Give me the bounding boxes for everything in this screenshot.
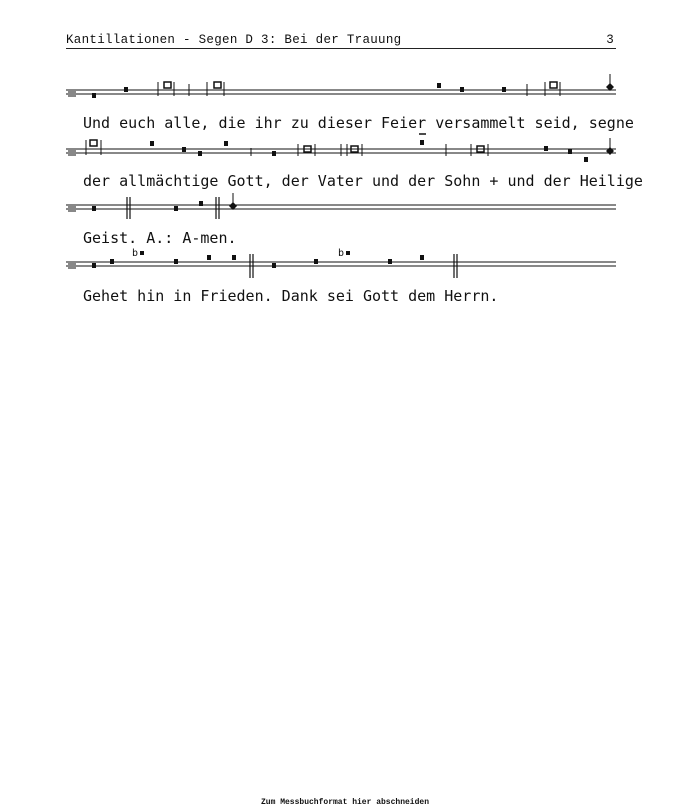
note — [550, 82, 557, 88]
note — [207, 255, 211, 260]
note — [502, 87, 506, 92]
note — [314, 259, 318, 264]
note — [568, 149, 572, 154]
note — [92, 263, 96, 268]
music-staff-4 — [66, 246, 618, 278]
page-title: Kantillationen - Segen D 3: Bei der Trauung — [66, 33, 402, 47]
note — [198, 151, 202, 156]
flat-sign-1: b — [132, 248, 139, 259]
note — [182, 147, 186, 152]
note — [92, 206, 96, 211]
note — [150, 141, 154, 146]
lyric-line-3: Geist. A.: A-men. — [83, 229, 237, 247]
note — [388, 259, 392, 264]
note — [110, 259, 114, 264]
note — [420, 255, 424, 260]
note — [124, 87, 128, 92]
note — [460, 87, 464, 92]
note — [346, 251, 350, 255]
header-rule — [66, 48, 616, 49]
note — [606, 147, 614, 155]
lyric-line-2: der allmächtige Gott, der Vater und der Sohn + und der Heilige — [83, 172, 643, 190]
note — [92, 93, 96, 98]
note — [584, 157, 588, 162]
note — [164, 82, 171, 88]
note — [214, 82, 221, 88]
note — [174, 206, 178, 211]
music-staff-3 — [66, 193, 618, 225]
music-staff-1 — [66, 74, 618, 104]
lyric-line-1: Und euch alle, die ihr zu dieser Feier versammelt seid, segne — [83, 114, 634, 132]
note — [232, 255, 236, 260]
music-staff-2 — [66, 134, 618, 168]
note — [437, 83, 441, 88]
note — [272, 263, 276, 268]
note — [224, 141, 228, 146]
note — [90, 140, 97, 146]
note — [272, 151, 276, 156]
cut-line-note: Zum Messbuchformat hier abschneiden — [260, 798, 430, 807]
lyric-line-4: Gehet hin in Frieden. Dank sei Gott dem Herrn. — [83, 287, 499, 305]
note — [420, 140, 424, 145]
note — [199, 201, 203, 206]
page-header — [66, 33, 616, 49]
page-number: 3 — [606, 33, 614, 47]
note — [174, 259, 178, 264]
flat-sign-2: b — [338, 248, 345, 259]
note — [544, 146, 548, 151]
note — [140, 251, 144, 255]
